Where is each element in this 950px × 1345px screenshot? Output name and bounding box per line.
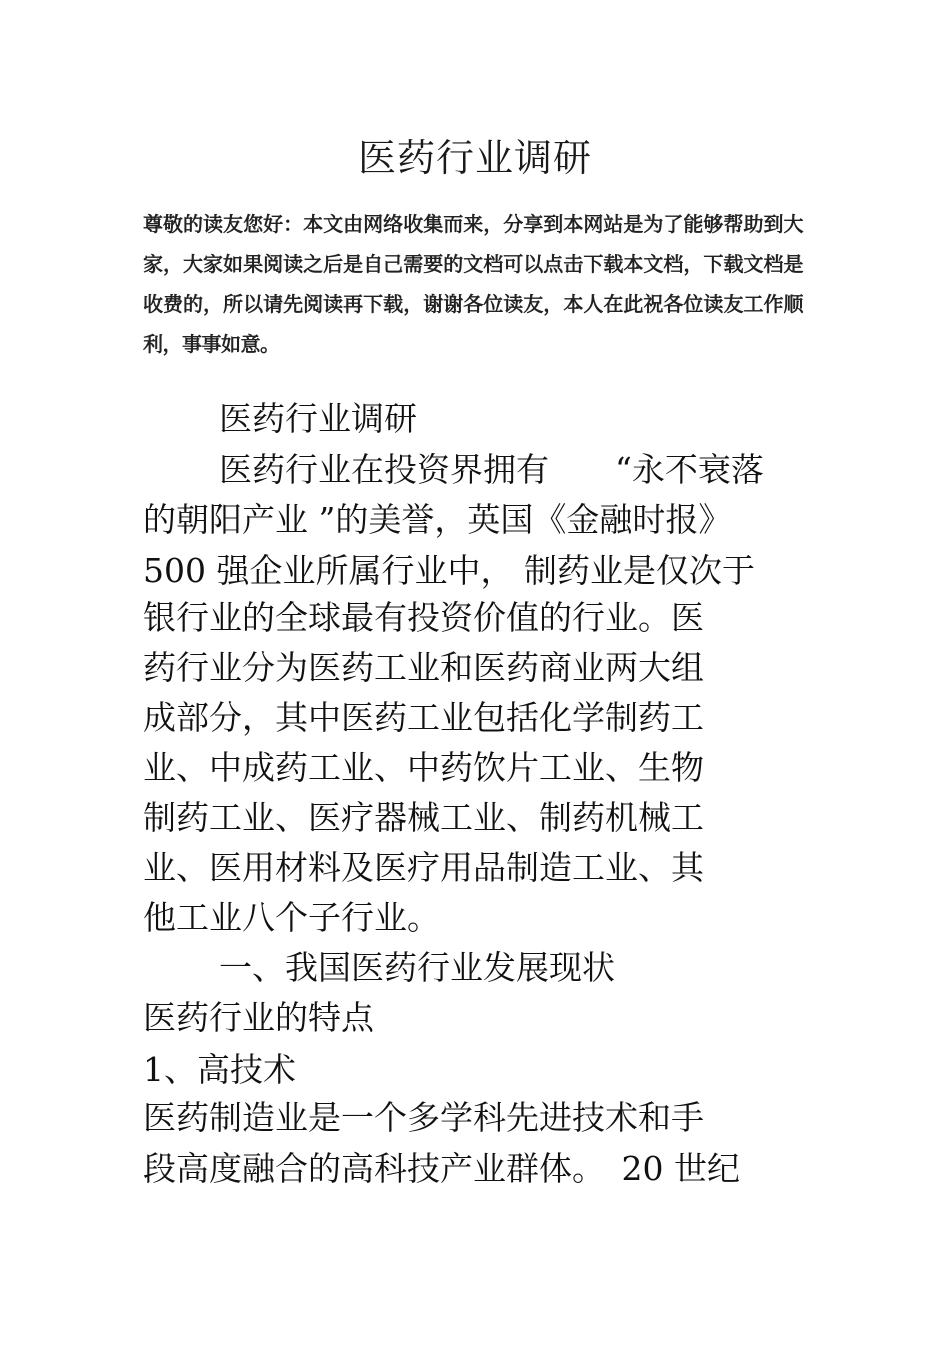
paragraph-line: 药行业分为医药工业和医药商业两大组: [143, 648, 704, 687]
list-item-heading: 1、高技术: [143, 1050, 296, 1089]
paragraph-line: 业、中成药工业、中药饮片工业、生物: [143, 748, 704, 787]
paragraph-line: 医药行业在投资界拥有 “永不衰落: [219, 450, 764, 489]
paragraph-line: 成部分，其中医药工业包括化学制药工: [143, 698, 704, 737]
paragraph-line: 500 强企业所属行业中， 制药业是仅次于: [143, 551, 755, 590]
section-heading: 一、我国医药行业发展现状: [219, 948, 615, 987]
paragraph-line: 的朝阳产业 ”的美誉，英国《金融时报》: [143, 500, 732, 539]
paragraph-line: 医药制造业是一个多学科先进技术和手: [143, 1098, 704, 1137]
paragraph-line: 他工业八个子行业。: [143, 898, 440, 937]
subsection-heading: 医药行业的特点: [143, 998, 374, 1037]
paragraph-line: 业、医用材料及医疗用品制造工业、其: [143, 848, 704, 887]
paragraph-line: 银行业的全球最有投资价值的行业。医: [143, 598, 704, 637]
paragraph-line: 制药工业、医疗器械工业、制药机械工: [143, 798, 704, 837]
reader-notice: 尊敬的读友您好：本文由网络收集而来，分享到本网站是为了能够帮助到大家，大家如果阅读之后是自己需要的文档可以点击下载本文档，下载文档是收费的，所以请先阅读再下载，谢谢各位读友，本人在此祝各位读友工作顺利，事事如意。: [143, 212, 803, 356]
paragraph-line: 段高度融合的高科技产业群体。 20 世纪: [143, 1149, 740, 1188]
section-heading: 医药行业调研: [219, 399, 417, 438]
document-title: 医药行业调研: [357, 136, 592, 180]
